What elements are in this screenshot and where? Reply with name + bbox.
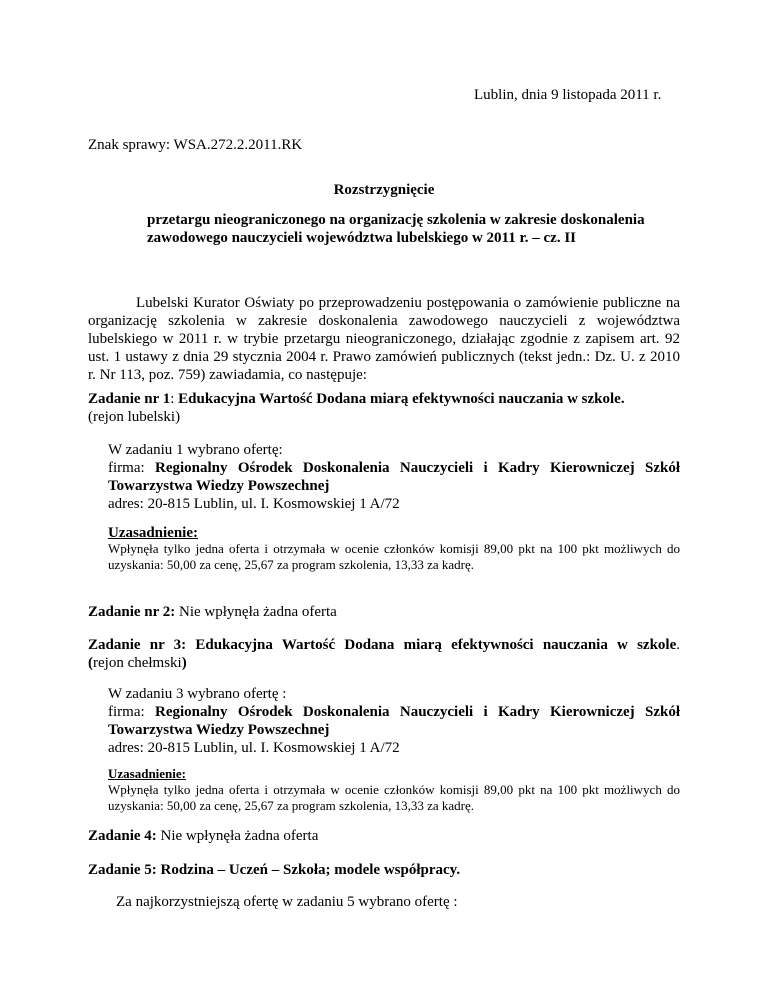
task-1-region: (rejon lubelski) xyxy=(88,409,181,425)
task-3-region xyxy=(88,654,187,672)
subject-line-1: przetargu nieograniczonego na organizację szkolenia w zakresie doskonalenia xyxy=(147,212,645,228)
task-1-firm-line-1 xyxy=(108,459,680,477)
task-5-chosen: Za najkorzystniejszą ofertę w zadaniu 5 wybrano ofertę : xyxy=(116,894,458,910)
task-2-label: Zadanie nr 2: xyxy=(88,604,176,620)
task-1-justification-label: Uzasadnienie: xyxy=(108,525,198,541)
task-3-firm-label: firma: xyxy=(108,704,155,720)
task-3-firm-line-1 xyxy=(108,703,680,721)
task-3-chosen: W zadaniu 3 wybrano ofertę : xyxy=(108,686,287,702)
task-1-justification: Wpłynęła tylko jedna oferta i otrzymała w ocenie członków komisji 89,00 pkt na 100 pkt możliwych do uzyskania: 50,00 za cenę, 25,67 za program szkolenia, 13,33 za kadrę. xyxy=(108,541,680,572)
task-2-text: Nie wpłynęła żadna oferta xyxy=(175,604,337,620)
task-1-firm-line-2: Towarzystwa Wiedzy Powszechnej xyxy=(108,478,330,494)
subject-line-2: zawodowego nauczycieli województwa lubelskiego w 2011 r. – cz. II xyxy=(147,230,576,246)
task-1-firm-name: Regionalny Ośrodek Doskonalenia Nauczycieli i Kadry Kierowniczej Szkół xyxy=(154,460,681,476)
task-1-address: adres: 20-815 Lublin, ul. I. Kosmowskiej 1 A/72 xyxy=(108,496,400,512)
task-3-dot: . xyxy=(676,637,680,653)
task-1-firm-label: firma: xyxy=(108,460,155,476)
task-3-region-close: ) xyxy=(181,655,187,671)
task-1-title: Edukacyjna Wartość Dodana miarą efektywności nauczania w szkole. xyxy=(178,391,625,407)
task-3-justification-label: Uzasadnienie: xyxy=(108,766,186,781)
document-title: Rozstrzygnięcie xyxy=(333,182,435,198)
task-1-chosen: W zadaniu 1 wybrano ofertę: xyxy=(108,442,283,458)
task-2 xyxy=(88,603,337,621)
task-3-region-text: rejon chełmski xyxy=(93,655,182,671)
task-3-firm-name: Regionalny Ośrodek Doskonalenia Nauczycieli i Kadry Kierowniczej Szkół xyxy=(154,704,681,720)
task-5-heading: Zadanie 5: Rodzina – Uczeń – Szkoła; modele współpracy. xyxy=(88,862,461,878)
task-1-label: Zadanie nr 1 xyxy=(88,391,171,407)
task-3-firm-line-2: Towarzystwa Wiedzy Powszechnej xyxy=(108,722,330,738)
place-date: Lublin, dnia 9 listopada 2011 r. xyxy=(474,87,662,103)
task-1-sep: : xyxy=(170,391,179,407)
task-3-address: adres: 20-815 Lublin, ul. I. Kosmowskiej 1 A/72 xyxy=(108,740,400,756)
task-3-region-open: ( xyxy=(88,655,93,671)
task-4-label: Zadanie 4: xyxy=(88,828,157,844)
task-4 xyxy=(88,827,318,845)
task-3-label: Zadanie nr 3: Edukacyjna Wartość Dodana miarą efektywności nauczania w szkole xyxy=(88,637,677,653)
intro-paragraph: Lubelski Kurator Oświaty po przeprowadzeniu postępowania o zamówienie publiczne na organizację szkolenia w zakresie doskonalenia zawodowego nauczycieli z województwa lubelskiego w 2011 r. w trybie przetargu nieograniczonego, działając zgodnie z zapisem art. 92 ust. 1 ustawy z dnia 29 stycznia 2004 r. Prawo zamówień publicznych (tekst jedn.: Dz. U. z 2010 r. Nr 113, poz. 759) zawiadamia, co następuje: xyxy=(88,295,680,383)
task-4-text: Nie wpłynęła żadna oferta xyxy=(156,828,319,844)
task-3-heading xyxy=(88,636,680,654)
case-reference: Znak sprawy: WSA.272.2.2011.RK xyxy=(88,137,303,153)
task-3-justification: Wpłynęła tylko jedna oferta i otrzymała w ocenie członków komisji 89,00 pkt na 100 pkt możliwych do uzyskania: 50,00 za cenę, 25,67 za program szkolenia, 13,33 za kadrę. xyxy=(108,782,680,813)
task-1-heading xyxy=(88,390,680,408)
